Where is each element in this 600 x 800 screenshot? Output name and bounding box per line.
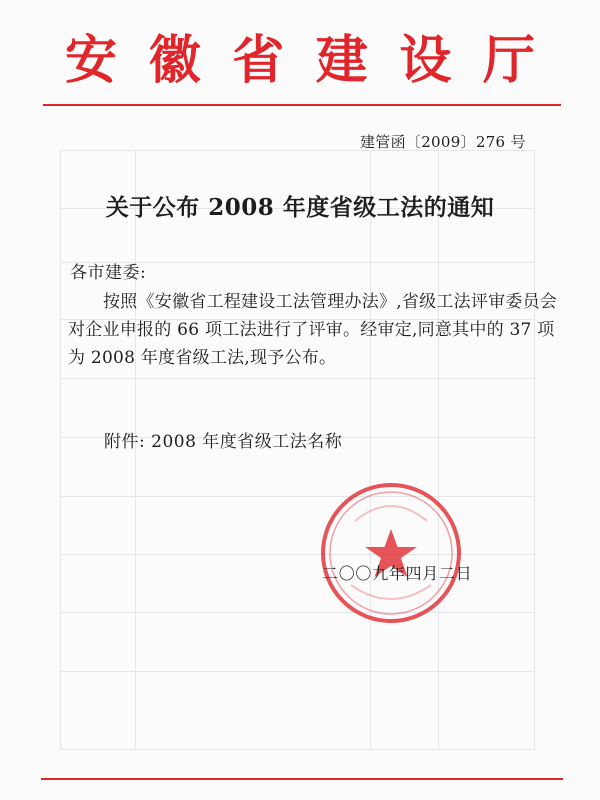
notice-title: 关于公布 2008 年度省级工法的通知: [105, 194, 495, 221]
body-line: 按照《安徽省工程建设工法管理办法》,省级工法评审委员会: [103, 292, 558, 312]
issuing-authority-title: [65, 26, 535, 96]
title-char: 徽: [148, 30, 201, 91]
title-char: 建: [315, 30, 368, 91]
body-line: 对企业申报的 66 项工法进行了评审。经审定,同意其中的 37 项: [68, 320, 555, 340]
notice-body: [68, 288, 558, 372]
body-line: 为 2008 年度省级工法,现予公布。: [68, 348, 337, 368]
title-char: 安: [65, 30, 118, 91]
header-divider: [43, 104, 561, 106]
official-seal: [318, 480, 464, 626]
footer-divider: [41, 778, 563, 780]
title-char: 设: [399, 30, 452, 91]
recipient-line: 各市建委:: [70, 263, 147, 283]
title-char: 厅: [482, 30, 535, 91]
document-number: 建管函〔2009〕276 号: [360, 133, 526, 151]
issue-date: 二〇〇九年四月二日: [322, 564, 473, 583]
star-seal-icon: [318, 480, 464, 626]
attachment-line: 附件: 2008 年度省级工法名称: [104, 432, 343, 452]
title-char: 省: [232, 30, 285, 91]
